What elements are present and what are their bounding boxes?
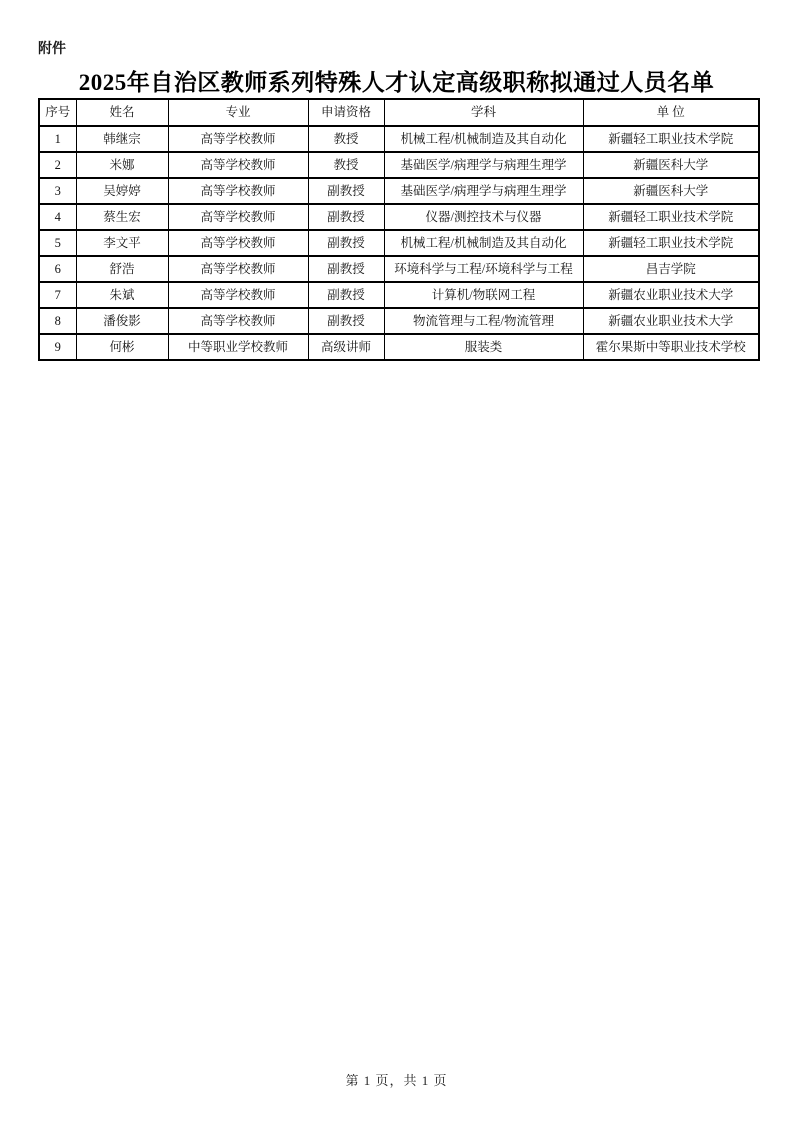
table-row — [39, 308, 759, 334]
header-row — [39, 99, 759, 126]
cell-name: 吴婷婷 — [76, 178, 168, 204]
cell-organization: 新疆农业职业技术大学 — [583, 282, 759, 308]
cell-major: 中等职业学校教师 — [168, 334, 308, 360]
cell-discipline: 机械工程/机械制造及其自动化 — [384, 126, 583, 152]
cell-organization: 新疆农业职业技术大学 — [583, 308, 759, 334]
cell-discipline: 机械工程/机械制造及其自动化 — [384, 230, 583, 256]
cell-discipline: 仪器/测控技术与仪器 — [384, 204, 583, 230]
table-row — [39, 334, 759, 360]
cell-name: 潘俊影 — [76, 308, 168, 334]
cell-name: 蔡生宏 — [76, 204, 168, 230]
roster-table — [38, 98, 760, 361]
cell-organization: 新疆轻工职业技术学院 — [583, 230, 759, 256]
cell-discipline: 环境科学与工程/环境科学与工程 — [384, 256, 583, 282]
header-cell-index: 序号 — [39, 99, 76, 126]
cell-discipline: 基础医学/病理学与病理生理学 — [384, 152, 583, 178]
cell-major: 高等学校教师 — [168, 204, 308, 230]
cell-qualification: 副教授 — [308, 308, 384, 334]
cell-qualification: 副教授 — [308, 230, 384, 256]
cell-name: 李文平 — [76, 230, 168, 256]
cell-qualification: 副教授 — [308, 282, 384, 308]
cell-qualification: 教授 — [308, 152, 384, 178]
cell-organization: 昌吉学院 — [583, 256, 759, 282]
cell-discipline: 物流管理与工程/物流管理 — [384, 308, 583, 334]
cell-major: 高等学校教师 — [168, 126, 308, 152]
cell-index: 6 — [39, 256, 76, 282]
cell-organization: 新疆医科大学 — [583, 178, 759, 204]
cell-organization: 霍尔果斯中等职业技术学校 — [583, 334, 759, 360]
cell-index: 2 — [39, 152, 76, 178]
cell-name: 何彬 — [76, 334, 168, 360]
table-row — [39, 230, 759, 256]
cell-qualification: 教授 — [308, 126, 384, 152]
cell-major: 高等学校教师 — [168, 282, 308, 308]
header-cell-qualification: 申请资格 — [308, 99, 384, 126]
cell-discipline: 服装类 — [384, 334, 583, 360]
cell-index: 4 — [39, 204, 76, 230]
table-row — [39, 256, 759, 282]
cell-organization: 新疆轻工职业技术学院 — [583, 204, 759, 230]
table-row — [39, 282, 759, 308]
page-number-footer: 第 1 页，共 1 页 — [345, 1073, 448, 1088]
cell-discipline: 基础医学/病理学与病理生理学 — [384, 178, 583, 204]
cell-discipline: 计算机/物联网工程 — [384, 282, 583, 308]
cell-qualification: 副教授 — [308, 178, 384, 204]
cell-organization: 新疆轻工职业技术学院 — [583, 126, 759, 152]
attachment-label: 附件 — [38, 40, 66, 56]
cell-index: 1 — [39, 126, 76, 152]
cell-qualification: 副教授 — [308, 204, 384, 230]
cell-major: 高等学校教师 — [168, 256, 308, 282]
cell-organization: 新疆医科大学 — [583, 152, 759, 178]
cell-qualification: 高级讲师 — [308, 334, 384, 360]
table-row — [39, 178, 759, 204]
cell-name: 韩继宗 — [76, 126, 168, 152]
roster-table-container — [38, 98, 758, 361]
cell-name: 米娜 — [76, 152, 168, 178]
header-cell-discipline: 学科 — [384, 99, 583, 126]
cell-major: 高等学校教师 — [168, 178, 308, 204]
page-title: 2025年自治区教师系列特殊人才认定高级职称拟通过人员名单 — [78, 70, 715, 95]
cell-qualification: 副教授 — [308, 256, 384, 282]
cell-major: 高等学校教师 — [168, 230, 308, 256]
cell-index: 7 — [39, 282, 76, 308]
cell-index: 9 — [39, 334, 76, 360]
header-cell-organization: 单 位 — [583, 99, 759, 126]
table-head — [39, 99, 759, 126]
cell-index: 5 — [39, 230, 76, 256]
table-row — [39, 126, 759, 152]
cell-index: 3 — [39, 178, 76, 204]
cell-major: 高等学校教师 — [168, 152, 308, 178]
table-body — [39, 126, 759, 360]
header-cell-name: 姓名 — [76, 99, 168, 126]
table-row — [39, 152, 759, 178]
cell-index: 8 — [39, 308, 76, 334]
cell-name: 舒浩 — [76, 256, 168, 282]
cell-major: 高等学校教师 — [168, 308, 308, 334]
cell-name: 朱斌 — [76, 282, 168, 308]
table-row — [39, 204, 759, 230]
header-cell-major: 专业 — [168, 99, 308, 126]
